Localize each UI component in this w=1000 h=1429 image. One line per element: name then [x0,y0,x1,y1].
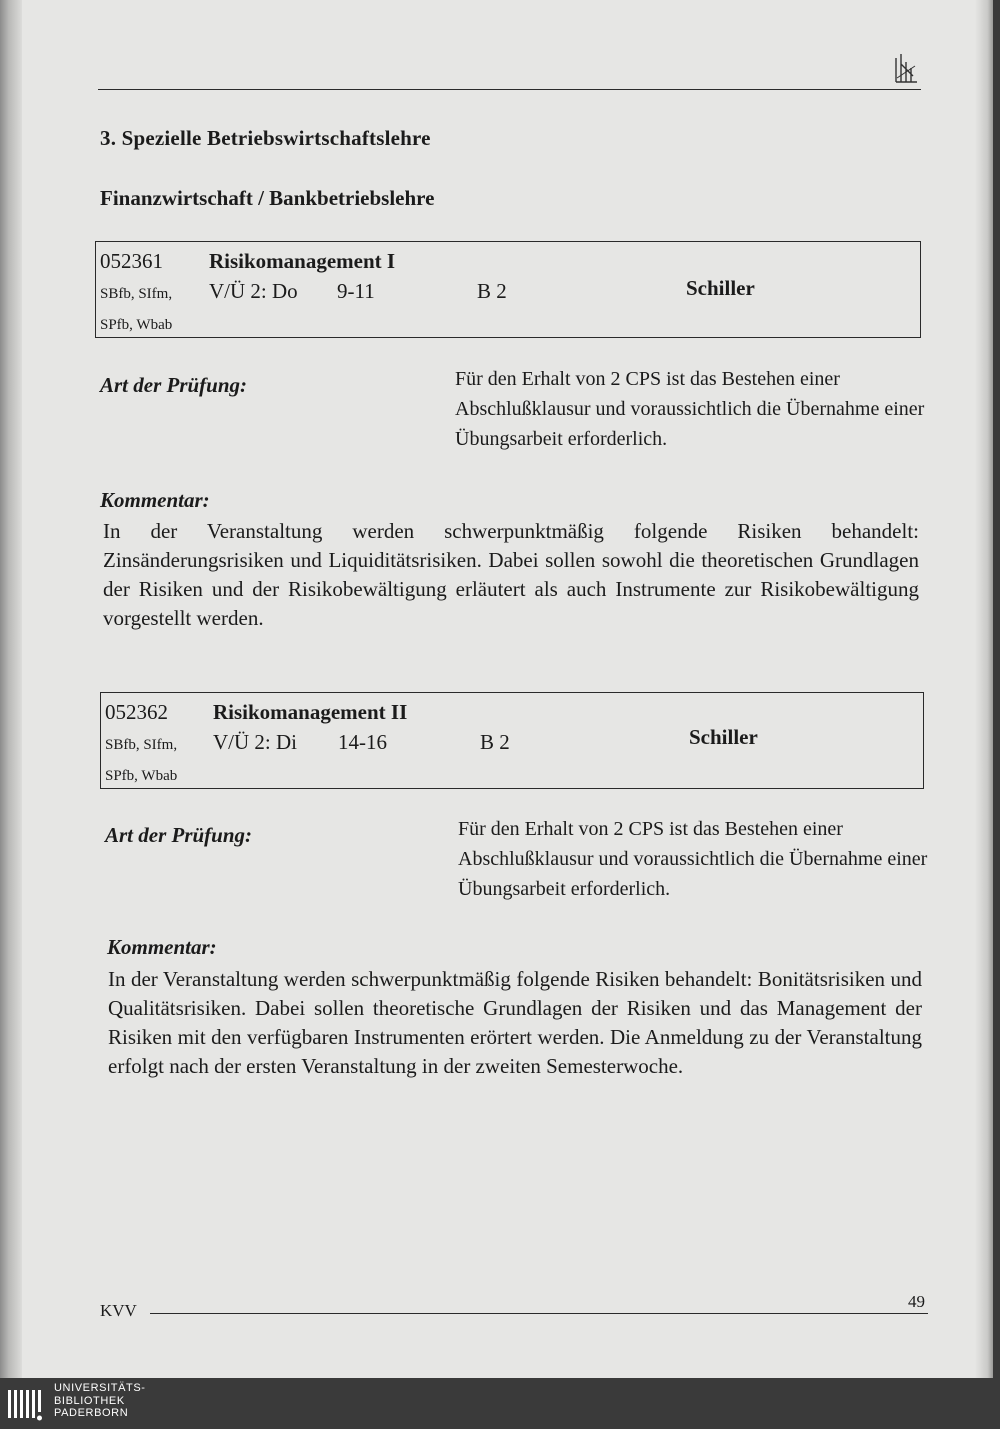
course-room: B 2 [477,279,507,303]
university-logo-icon [893,52,919,84]
exam-text: Für den Erhalt von 2 CPS ist das Bestehen einer Abschlußklausur und voraussichtlich die Übernahme einer Übungsarbeit erforderlich. [458,818,928,900]
page-edge-shadow [975,0,993,1378]
course-number: 052362 [105,700,168,724]
course-time: 14-16 [338,730,387,754]
course-title: Risikomanagement II [213,700,408,724]
header-rule [98,89,921,90]
course-format: V/Ü 2: Do [209,279,298,303]
course-programs: SPfb, Wbab [105,768,178,784]
course-number: 052361 [100,249,163,273]
course-time: 9-11 [337,279,375,303]
library-barcode-icon [6,1384,46,1424]
subsection-title: Finanzwirtschaft / Bankbetriebslehre [100,186,435,210]
course-room: B 2 [480,730,510,754]
comment-label: Kommentar: [107,935,217,959]
page-spine-shadow [0,0,22,1378]
footer-rule [150,1313,928,1314]
exam-label: Art der Prüfung: [100,373,248,397]
comment-text: In der Veranstaltung werden schwerpunktmäßig folgende Risiken behandelt: Bonitätsrisiken und Qualitätsrisiken. Dabei sollen theoretische Grundlagen der Risiken und das Management der Risiken mit den verfügbaren Instrumenten erörtert werden. Die Anmeldung zu der Veranstaltung erfolgt nach der ersten Veranstaltung in der zweiten Semesterwoche. [108,967,922,1078]
course-programs: SBfb, SIfm, [100,286,173,302]
library-banner-text: UNIVERSITÄTS- BIBLIOTHEK PADERBORN [54,1382,146,1419]
exam-label: Art der Prüfung: [105,823,253,847]
course-title: Risikomanagement I [209,249,396,273]
comment-text: In der Veranstaltung werden schwerpunktmäßig folgende Risiken behandelt: Zinsänderungsrisiken und Liquiditätsrisiken. Dabei sollen sowohl die theoretischen Grundlagen der Risiken und der Risikobewältigung erläutert als auch Instrumente zur Risikobewältigung vorgestellt werden. [103,519,919,630]
course-programs: SPfb, Wbab [100,317,173,333]
exam-text: Für den Erhalt von 2 CPS ist das Bestehen einer Abschlußklausur und voraussichtlich die Übernahme einer Übungsarbeit erforderlich. [455,368,925,450]
comment-label: Kommentar: [100,488,210,512]
course-lecturer: Schiller [689,725,758,749]
page-number: 49 [908,1292,925,1311]
library-banner [0,1378,1000,1429]
course-programs: SBfb, SIfm, [105,737,178,753]
footer-label: KVV [100,1301,137,1320]
section-title: 3. Spezielle Betriebswirtschaftslehre [100,126,431,150]
course-lecturer: Schiller [686,276,755,300]
course-format: V/Ü 2: Di [213,730,297,754]
